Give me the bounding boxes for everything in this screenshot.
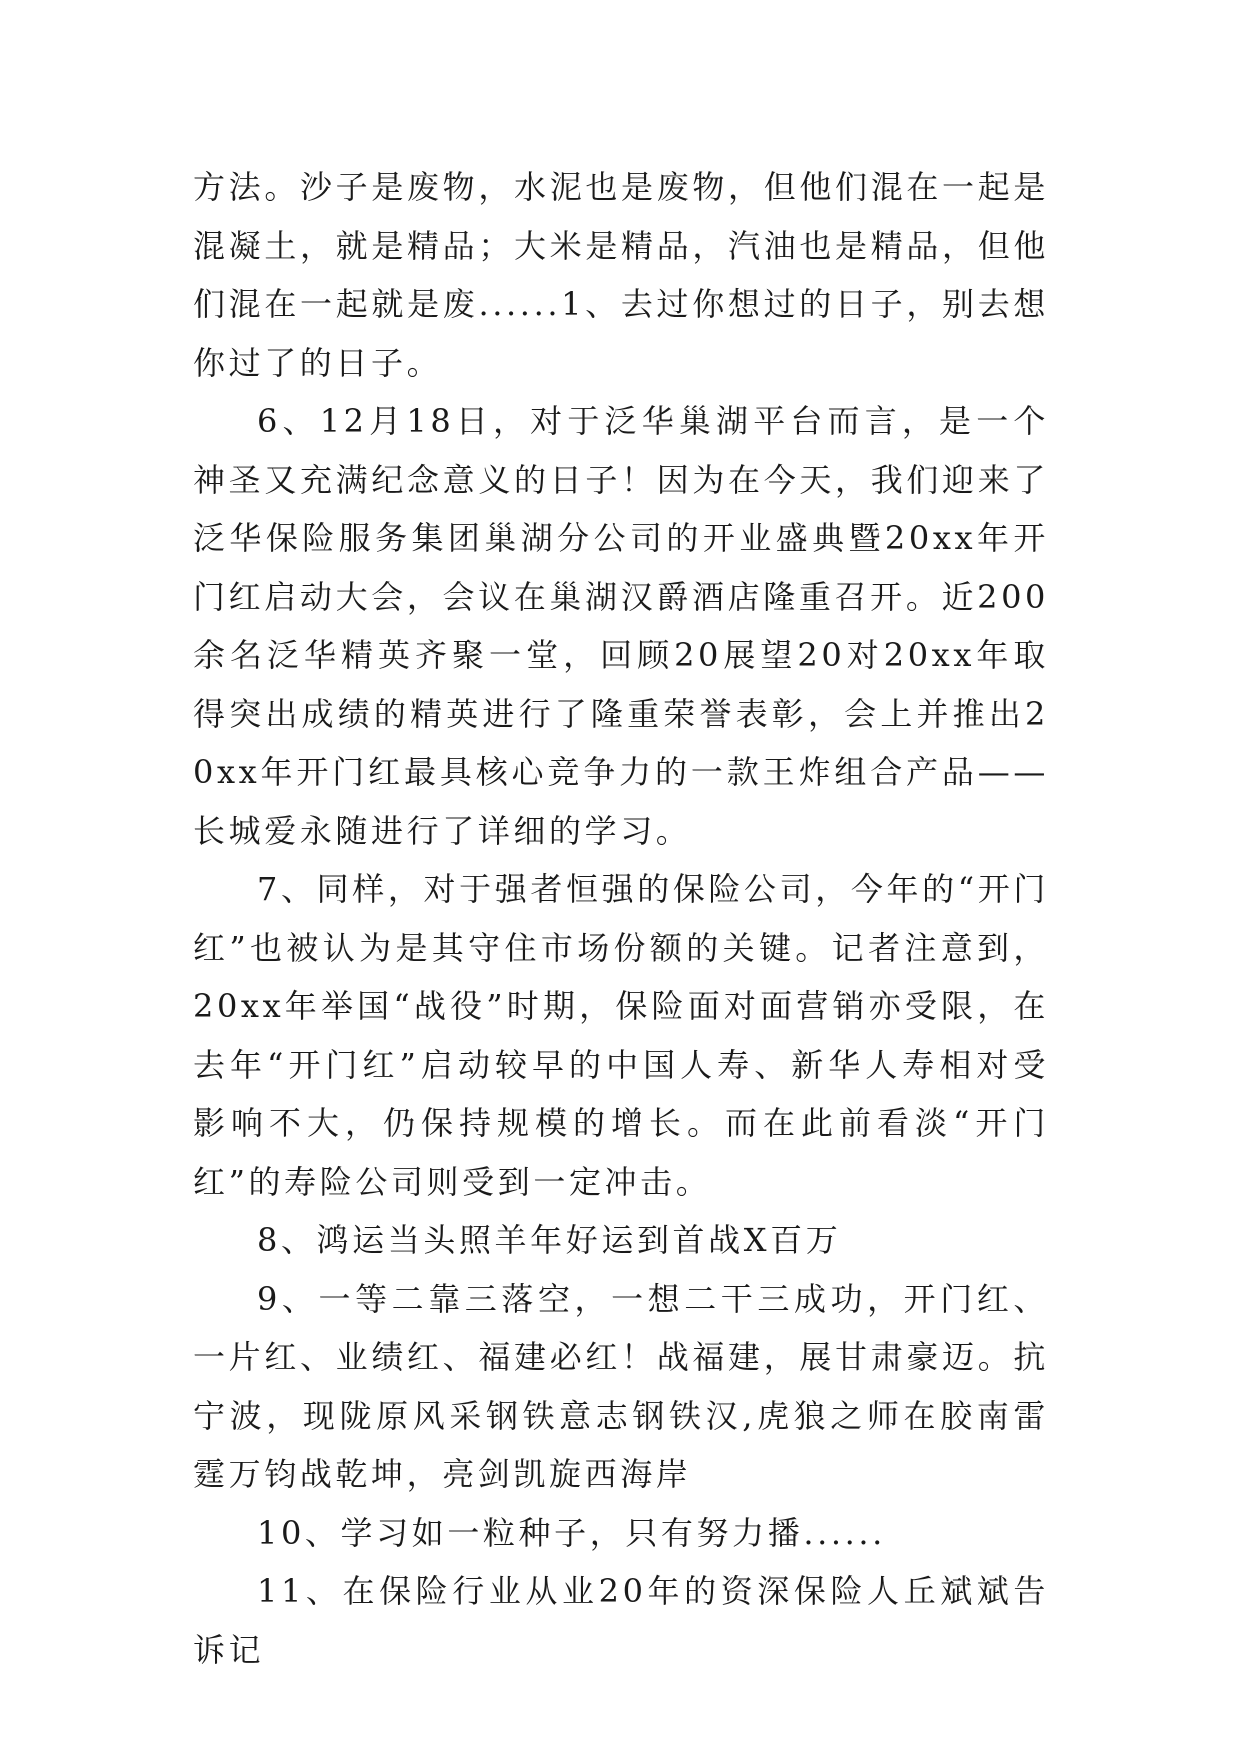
paragraph-9: 9、一等二靠三落空，一想二干三成功，开门红、一片红、业绩红、福建必红！战福建，展甘肃豪迈。抗宁波，现陇原风采钢铁意志钢铁汉,虎狼之师在胶南雷霆万钧战乾坤，亮剑凯旋西海岸 (193, 1279, 1049, 1493)
document-body (193, 158, 1049, 1679)
paragraph-7: 7、同样，对于强者恒强的保险公司，今年的“开门红”也被认为是其守住市场份额的关键。记者注意到，20xx年举国“战役”时期，保险面对面营销亦受限，在去年“开门红”启动较早的中国人寿、新华人寿相对受影响不大，仍保持规模的增长。而在此前看淡“开门红”的寿险公司则受到一定冲击。 (193, 870, 1049, 1201)
paragraph-continued: 方法。沙子是废物，水泥也是废物，但他们混在一起是混凝土，就是精品；大米是精品，汽油也是精品，但他们混在一起就是废......1、去过你想过的日子，别去想你过了的日子。 (193, 168, 1049, 382)
paragraph-6: 6、12月18日，对于泛华巢湖平台而言，是一个神圣又充满纪念意义的日子！因为在今天，我们迎来了泛华保险服务集团巢湖分公司的开业盛典暨20xx年开门红启动大会，会议在巢湖汉爵酒店隆重召开。近200余名泛华精英齐聚一堂，回顾20展望20对20xx年取得突出成绩的精英进行了隆重荣誉表彰，会上并推出20xx年开门红最具核心竞争力的一款王炸组合产品——长城爱永随进行了详细的学习。 (193, 402, 1049, 850)
paragraph-10: 10、学习如一粒种子，只有努力播...... (257, 1513, 886, 1552)
paragraph-8: 8、鸿运当头照羊年好运到首战X百万 (257, 1221, 842, 1259)
paragraph-11: 11、在保险行业从业20年的资深保险人丘斌斌告诉记 (193, 1572, 1049, 1669)
